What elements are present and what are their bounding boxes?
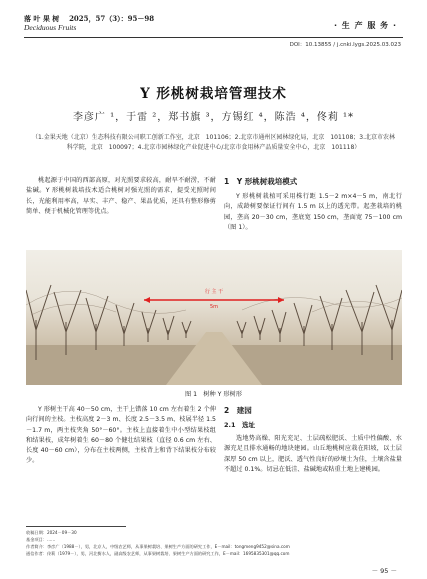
doi: DOI：10.13855 / j.cnki.lygs.2025.03.023: [289, 42, 401, 48]
journal-name-cn: 落 叶 果 树: [24, 14, 60, 23]
footnote-corresponding: 通信作者：佟莉（1979－），男，河北衡水人，副高级农艺师，从事果树栽培、果树生产方面的研究工作，E－mail：1695835301@qq.com: [26, 551, 290, 556]
footnote-rule: [26, 526, 126, 527]
journal-cn-and-volume: [24, 14, 154, 23]
arrow-label-top: 行 主 干: [204, 289, 224, 295]
arrow-label-bottom: 5m: [209, 304, 219, 310]
journal-header: [24, 14, 154, 32]
section2-1-heading: 2.1 选址: [224, 421, 256, 429]
authors: 李彦广 ¹，于雷 ²，郑书旗 ³，方锡红 ⁴，陈浩 ⁴，佟莉 ¹*: [72, 112, 355, 123]
orchard-photo: [26, 250, 402, 385]
section2-heading: 2 建园: [224, 406, 252, 415]
journal-name-en: Deciduous Fruits: [24, 23, 77, 32]
footnote-author-bio: 作者简介：李彦广（1988－），男，北京人，中级农艺师，从事果树栽培、果树生产方面的研究工作，E－mail：tongmeng9452@sina.com: [26, 544, 290, 549]
arrow-head-right: [278, 297, 284, 303]
intro-paragraph: 桃起源于中国的西部高原，对光照要求较高，耐旱不耐涝，不耐盐碱。Y 形桃树栽培技术适合桃树对强光照的需求，提受光照时间长，光能利用率高，早实、丰产、稳产、果品优质，还具有整形修剪简单、便于机械化管理等优点。: [26, 177, 216, 215]
figure-caption: 图 1 树种 Y 形树形: [185, 391, 242, 398]
footnote-funding: 基金项目：……: [26, 537, 56, 542]
header-rule: [24, 37, 403, 38]
orchard-illustration: [26, 250, 402, 385]
tree-structure-paragraph: Y 形树主干高 40－50 cm，主干上错落 10 cm 左右着生 2 个伸向行间的主枝。主枝高度 2－3 m、长度 2.5－3.5 m、枝展半径 1.5－1.7 m，两主枝夹角 50°－60°。主枝上直接着生中小型结果枝组和结果枝，成年树着生 60－80 个健壮结果枝（直径 0.6 cm 左右、长度 40－60 cm），分布在主枝两侧，主枝背上和背下结果枝分布较少。: [26, 406, 216, 465]
section2-1-paragraph: 选地势高燥、阳光充足、土层疏松肥沃、土质中性偏酸、水源充足且排水通畅的地块建园。山丘地桃树应栽在阳坡，以土层深厚 50 cm 以上，肥沃、透气性良好的砂壤土为佳，土壤含盐量不超过 0.1%。切忌在低洼、盐碱地或粘重土地上建桃园。: [224, 435, 402, 473]
section1-heading: 1 Y 形桃树栽培模式: [224, 177, 298, 186]
section-label: · 生 产 服 务 ·: [333, 21, 397, 30]
footnote-received: 收稿日期：2024－09－30: [26, 530, 77, 535]
volume-info: 2025，57（3）：95－98: [69, 14, 155, 23]
footnotes: [26, 529, 402, 557]
arrow-head-left: [144, 297, 150, 303]
page-number: － 95 －: [371, 567, 397, 575]
section1-paragraph: Y 形桃树栽植可采用株行距 1.5－2 m×4－5 m，南北行向，成龄树要保证行间有 1.5 m 以上的透光带。起垄栽培的桃园，垄高 20－30 cm，垄底宽 150 cm，垄面宽 75－100 cm（图 1）。: [224, 193, 402, 231]
article-title: Y 形桃树栽培管理技术: [140, 86, 287, 102]
affiliations: （1.金果天地（北京）生态科技有限公司职工创新工作室，北京 101106；2.北京市通州区园林绿化局，北京 101108；3.北京市农林科学院，北京 100097；4.北京市园林绿化产业促进中心/北京市食用林产品质量安全中心，北京 101118）: [32, 134, 395, 151]
